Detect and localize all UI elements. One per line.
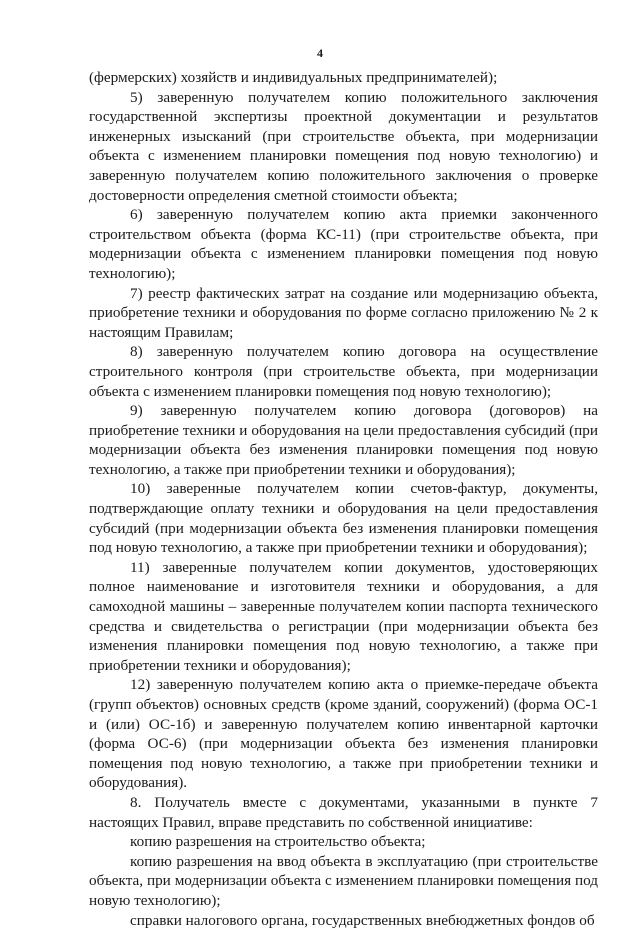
paragraph-continuation: (фермерских) хозяйств и индивидуальных предпринимателей); xyxy=(89,69,498,86)
paragraph-item-7: 7) реестр фактических затрат на создание или модернизацию объекта, приобретение техники и оборудования по форме согласно приложению № 2 к настоящим Правилам; xyxy=(89,284,598,341)
page-number: 4 xyxy=(317,46,323,60)
paragraph-item-11: 11) заверенные получателем копии документов, удостоверяющих полное наименование и изготовителя техники и оборудования, а для самоходной машины – заверенные получателем копии паспорта технического средства и свидетельства о регистрации (при модернизации объекта без изменения планировки помещения под новую технологию, а также при приобретении техники и оборудования); xyxy=(89,558,598,674)
paragraph-item-8: 8) заверенную получателем копию договора на осуществление строительного контроля (при строительстве объекта, при модернизации объекта с изменением планировки помещения под новую технологию); xyxy=(89,343,598,400)
paragraph-item-5: 5) заверенную получателем копию положительного заключения государственной экспертизы проектной документации и результатов инженерных изысканий (при строительстве объекта, при модернизации объекта с изменением планировки помещения под новую технологию) и заверенную получателем копию положительного заключения о проверке достоверности определения сметной стоимости объекта; xyxy=(89,88,598,204)
paragraph-clause-8: 8. Получатель вместе с документами, указанными в пункте 7 настоящих Правил, вправе представить по собственной инициативе: xyxy=(89,793,598,831)
paragraph-item-12: 12) заверенную получателем копию акта о приемке-передаче объекта (групп объектов) основных средств (кроме зданий, сооружений) (форма ОС-1 и (или) ОС-1б) и заверенную получателем копию инвентарной карточки (форма ОС-6) (при модернизации объекта без изменения планировки помещения под новую технологию, а также при приобретении техники и оборудования). xyxy=(89,676,598,792)
paragraph-item-10: 10) заверенные получателем копии счетов-фактур, документы, подтверждающие оплату техники и оборудования на цели предоставления субсидий (при модернизации объекта без изменения планировки помещения под новую технологию, а также при приобретении техники и оборудования); xyxy=(89,480,598,557)
document-body xyxy=(89,68,598,930)
paragraph-item-9: 9) заверенную получателем копию договора (договоров) на приобретение техники и оборудования на цели предоставления субсидий (при модернизации объекта без изменения планировки помещения под новую технологию, а также при приобретении техники и оборудования); xyxy=(89,402,598,478)
paragraph-commissioning-permit: копию разрешения на ввод объекта в эксплуатацию (при строительстве объекта, при модернизации объекта с изменением планировки помещения под новую технологию); xyxy=(89,852,598,909)
paragraph-tax-certificates: справки налогового органа, государственных внебюджетных фондов об xyxy=(130,911,595,929)
paragraph-item-6: 6) заверенную получателем копию акта приемки законченного строительством объекта (форма КС-11) (при строительстве объекта, при модернизации объекта с изменением планировки помещения под новую технологию); xyxy=(89,206,598,282)
paragraph-building-permit: копию разрешения на строительство объекта; xyxy=(130,833,426,851)
